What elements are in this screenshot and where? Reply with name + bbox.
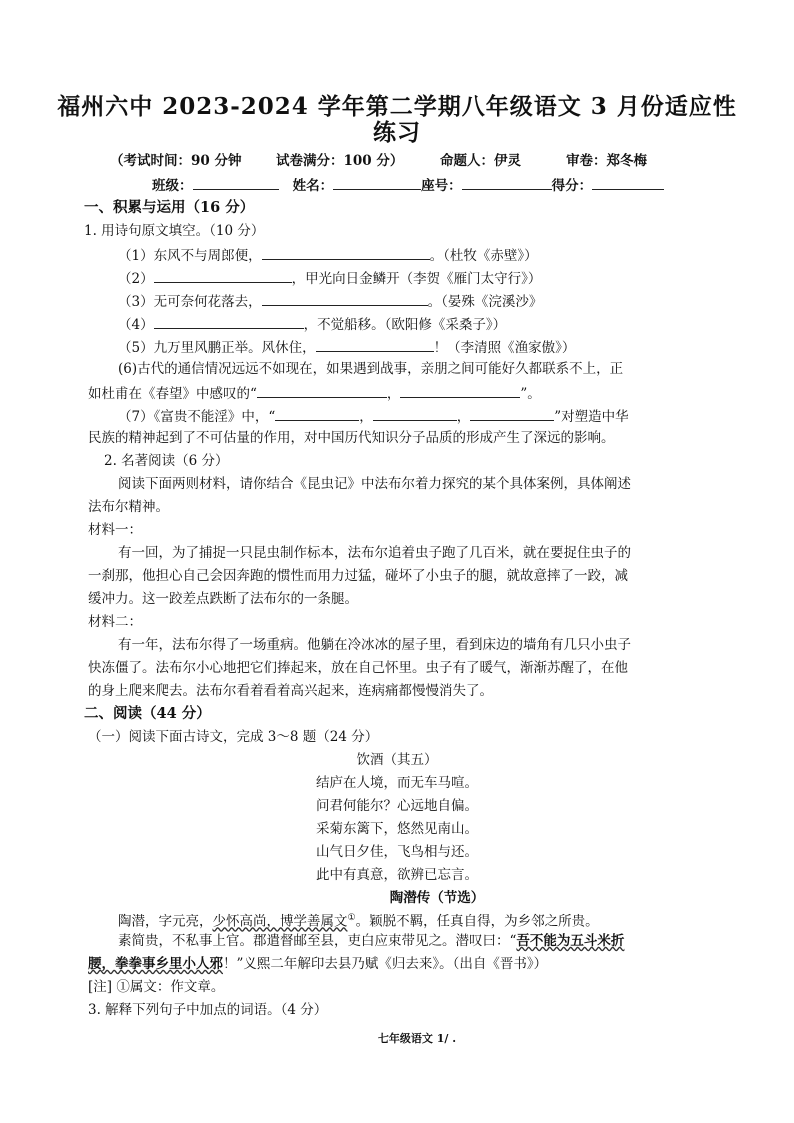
prose-title: 陶潜传（节选）	[389, 890, 485, 906]
q1-6-line1: (6)古代的通信情况远远不如现在，如果遇到战事，亲朋之间可能好久都联系不上，正	[118, 361, 624, 377]
q1-item-2	[118, 268, 541, 288]
q1-7-blank-2[interactable]	[373, 406, 457, 421]
q1-item-5-blank[interactable]	[316, 337, 434, 352]
q1-item-2-prefix: （2）	[118, 271, 154, 287]
q1-6-blank-2[interactable]	[400, 383, 520, 398]
q1-6-blank-1[interactable]	[257, 383, 387, 398]
score-input[interactable]	[592, 175, 664, 190]
prose-footnote-mark: ①	[347, 913, 356, 923]
poem-line-3: 采菊东篱下，悠然见南山。	[316, 821, 478, 837]
q1-7-suffix: ”对塑造中华	[554, 409, 629, 425]
q1-7-prefix: （7）《富贵不能淫》中，“	[118, 409, 276, 425]
name-input[interactable]	[333, 175, 421, 190]
material2-label: 材料二：	[88, 614, 142, 630]
q2-line1: 阅读下面两则材料，请你结合《昆虫记》中法布尔着力探究的某个具体案例，具体阐述	[118, 476, 631, 492]
prose-l1-underlined: 少怀高尚，博学善属文	[212, 913, 348, 930]
exam-reviewer: 审卷：郑冬梅	[566, 153, 647, 169]
page-footer: 七年级语文 1/ .	[377, 1032, 457, 1045]
prose-line3	[88, 955, 547, 973]
q1-7-line1	[118, 406, 629, 426]
q1-6-comma: ，	[386, 386, 401, 402]
prose-l3-b: ！”义熙二年解印去县乃赋《归去来》。（出自《晋书》）	[223, 956, 548, 972]
q1-item-4-suffix: ，不觉船移。（欧阳修《采桑子》）	[303, 317, 507, 333]
q1-item-4	[118, 314, 506, 334]
q1-item-5	[118, 337, 575, 357]
poem-title: 饮酒（其五）	[356, 752, 438, 768]
material2-line2: 快冻僵了。法布尔小心地把它们捧起来，放在自己怀里。虫子有了暖气，渐渐苏醒了，在他	[88, 660, 628, 676]
q1-item-1-blank[interactable]	[262, 245, 430, 260]
q1-item-5-suffix: ！（李清照《渔家傲》）	[433, 340, 576, 356]
q1-item-2-blank[interactable]	[154, 268, 292, 283]
student-info-row	[152, 175, 664, 195]
q3-title: 3. 解释下列句子中加点的词语。（4 分）	[88, 1002, 328, 1018]
q1-item-2-suffix: ，甲光向日金鳞开（李贺《雁门太守行》）	[291, 271, 542, 287]
q2-line2: 法布尔精神。	[88, 499, 169, 515]
material2-line1: 有一年，法布尔得了一场重病。他躺在冷冰冰的屋子里，看到床边的墙角有几只小虫子	[118, 637, 631, 653]
prose-l2-a: 素简贵，不私事上官。郡遣督邮至县，吏白应束带见之。潜叹曰：“	[118, 933, 517, 949]
material1-label: 材料一：	[88, 522, 142, 538]
prose-l2-underlined: 吾不能为五斗米折	[516, 933, 625, 949]
q1-7-blank-3[interactable]	[470, 406, 554, 421]
q1-item-3-prefix: （3）无可奈何花落去，	[118, 294, 262, 310]
q1-item-3	[118, 291, 542, 311]
q1-6-prefix: 如杜甫在《春望》中感叹的“	[88, 386, 257, 402]
material1-line1: 有一回，为了捕捉一只昆虫制作标本，法布尔追着虫子跑了几百米，就在要捉住虫子的	[118, 545, 631, 561]
seat-label: 座号：	[421, 178, 462, 194]
class-label: 班级：	[152, 178, 193, 194]
class-input[interactable]	[193, 175, 279, 190]
q1-title: 1. 用诗句原文填空。（10 分）	[84, 223, 265, 239]
q1-6-line2	[88, 383, 541, 403]
poem-line-4: 山气日夕佳，飞鸟相与还。	[316, 844, 478, 860]
seat-input[interactable]	[462, 175, 552, 190]
q1-item-1-prefix: （1）东风不与周郎便，	[118, 248, 262, 264]
q2-title: 2. 名著阅读（6 分）	[104, 453, 229, 469]
poem-line-2: 问君何能尔？心远地自偏。	[316, 798, 478, 814]
q1-7-comma-1: ，	[359, 409, 373, 425]
q1-item-1	[118, 245, 538, 265]
q1-item-4-prefix: （4）	[118, 317, 154, 333]
poem-line-1: 结庐在人境，而无车马喧。	[316, 775, 478, 791]
exam-title-line2: 练习	[373, 119, 421, 146]
section1-heading: 一、积累与运用（16 分）	[84, 199, 255, 216]
exam-full-score: 试卷满分：100 分）	[276, 153, 404, 169]
q1-7-line2: 民族的精神起到了不可估量的作用，对中国历代知识分子品质的形成产生了深远的影响。	[88, 430, 615, 446]
material2-line3: 的身上爬来爬去。法布尔看着看着高兴起来，连病痛都慢慢消失了。	[88, 683, 493, 699]
exam-time: （考试时间：90 分钟	[110, 153, 242, 169]
material1-line3: 缓冲力。这一跤差点跌断了法布尔的一条腿。	[88, 591, 358, 607]
section2-heading: 二、阅读（44 分）	[84, 705, 211, 722]
q1-7-blank-1[interactable]	[275, 406, 359, 421]
poem-line-5: 此中有真意，欲辨已忘言。	[316, 867, 478, 883]
q1-item-3-suffix: 。（晏殊《浣溪沙》	[427, 294, 543, 310]
exam-title-line1: 福州六中 2023-2024 学年第二学期八年级语文 3 月份适应性	[57, 93, 737, 120]
q1-item-4-blank[interactable]	[154, 314, 304, 329]
prose-note: [注] ①属文：作文章。	[88, 979, 225, 995]
prose-l1-a: 陶潜，字元亮，	[118, 913, 213, 930]
name-label: 姓名：	[292, 178, 334, 194]
q1-item-1-suffix: 。（杜牧《赤壁》）	[429, 248, 538, 264]
q1-item-3-blank[interactable]	[262, 291, 428, 306]
prose-l1-c: 。颖脱不羁，任真自得，为乡邻之所贵。	[355, 913, 599, 930]
q1-7-comma-2: ，	[456, 409, 471, 425]
section2-sub1: （一）阅读下面古诗文，完成 3～8 题（24 分）	[88, 729, 379, 745]
score-label: 得分：	[551, 178, 593, 194]
prose-l3-underlined: 腰，拳拳事乡里小人邪	[88, 956, 223, 972]
prose-line1	[118, 909, 599, 931]
q1-item-5-prefix: （5）九万里风鹏正举。风休住，	[118, 340, 316, 356]
exam-author: 命题人：伊灵	[440, 153, 521, 169]
prose-line2	[118, 932, 624, 950]
q1-6-suffix: ”。	[520, 386, 541, 402]
material1-line2: 一刹那，他担心自己会因奔跑的惯性而用力过猛，碰坏了小虫子的腿，就故意摔了一跤，减	[88, 568, 628, 584]
